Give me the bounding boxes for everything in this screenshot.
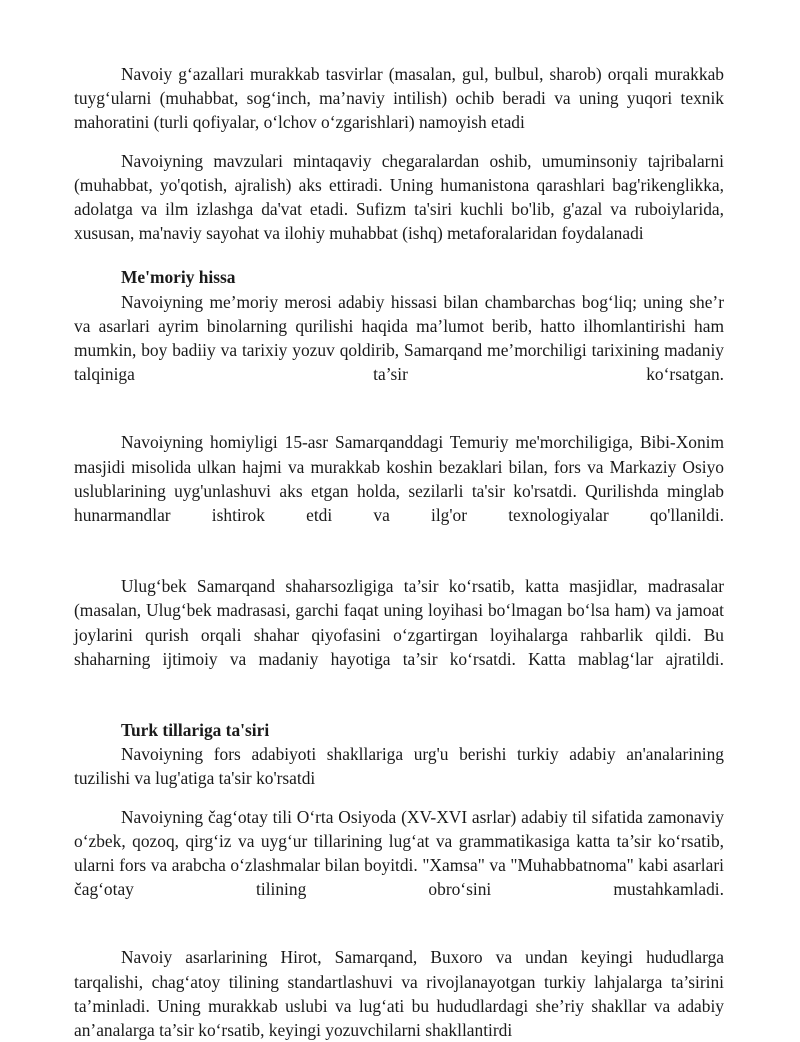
section-heading-architecture: Me'moriy hissa [121,267,236,288]
paragraph-ghazals: Navoiy g‘azallari murakkab tasvirlar (masalan, gul, bulbul, sharob) orqali murakkab tuyg‘ularni (muhabbat, sog‘inch, ma’naviy intilish) ochib beradi va uning yuqori texnik mahoratini (turli qofiyalar, o‘lchov o‘zgarishlari) namoyish etadi [74,64,724,133]
paragraph-spread: Navoiy asarlarining Hirot, Samarqand, Buxoro va undan keyingi hududlarga tarqalishi, chag‘atoy tilining standartlashuvi va rivojlanayotgan turkiy lahjalarga ta’sirini ta’minladi. Uning murakkab uslubi va lug‘ati bu hududlardagi she’riy shakllar va adabiy an’analarga ta’sir ko‘rsatib, keyingi yozuvchilarni shakllantirdi [74,947,724,1041]
paragraph-persian-forms: Navoiyning fors adabiyoti shakllariga urg'u berishi turkiy adabiy an'analarining tuzilishi va lug'atiga ta'sir ko'rsatdi [74,744,724,789]
paragraph-architectural-legacy: Navoiyning me’moriy merosi adabiy hissasi bilan chambarchas bog‘liq; uning she’r va asarlari ayrim binolarning qurilishi haqida ma’lumot berib, hatto ilhomlantirishi ham mumkin, boy badiiy va tarixiy yozuv qoldirib, Samarqand me’morchiligi tarixining madaniy talqiniga ta’sir ko‘rsatgan. [74,291,724,385]
paragraph-patronage: Navoiyning homiyligi 15-asr Samarqanddagi Temuriy me'morchiligiga, Bibi-Xonim masjidi misolida ulkan hajmi va murakkab koshin bezaklari bilan, fors va Markaziy Osiyo uslublarining uyg'unlashuvi aks etgan holda, sezilarli ta'sir ko'rsatdi. Qurilishda minglab hunarmandlar ishtirok etdi va ilg'or texnologiyalar qo'llanildi. [74,432,724,526]
section-heading-turkic-languages: Turk tillariga ta'siri [121,720,270,741]
paragraph-chagatai: Navoiyning čag‘otay tili O‘rta Osiyoda (XV-XVI asrlar) adabiy til sifatida zamonaviy o‘zbek, qozoq, qirg‘iz va uyg‘ur tillarining lug‘at va grammatikasiga katta ta’sir ko‘rsatib, ularni fors va arabcha o‘zlashmalar bilan boyitdi. "Xamsa" va "Muhabbatnoma" kabi asarlari čag‘otay tilining obro‘sini mustahkamladi. [74,806,724,900]
paragraph-themes: Navoiyning mavzulari mintaqaviy chegaralardan oshib, umuminsoniy tajribalarni (muhabbat, yo'qotish, ajralish) aks ettiradi. Uning humanistona qarashlari bag'rikenglikka, adolatga va ilm izlashga da'vat etadi. Sufizm ta'siri kuchli bo'lib, g'azal va ruboiylarida, xususan, ma'naviy sayohat va ilohiy muhabbat (ishq) metaforalaridan foydalanadi [74,150,724,244]
paragraph-ulugbek: Ulug‘bek Samarqand shaharsozligiga ta’sir ko‘rsatib, katta masjidlar, madrasalar (masalan, Ulug‘bek madrasasi, garchi faqat uning loyihasi bo‘lmagan bo‘lsa ham) va jamoat joylarini qurish orqali shahar qiyofasini o‘zgartirgan loyihalarga rahbarlik qildi. Bu shaharning ijtimoiy va madaniy hayotiga ta’sir ko‘rsatdi. Katta mablag‘lar ajratildi. [74,576,724,669]
